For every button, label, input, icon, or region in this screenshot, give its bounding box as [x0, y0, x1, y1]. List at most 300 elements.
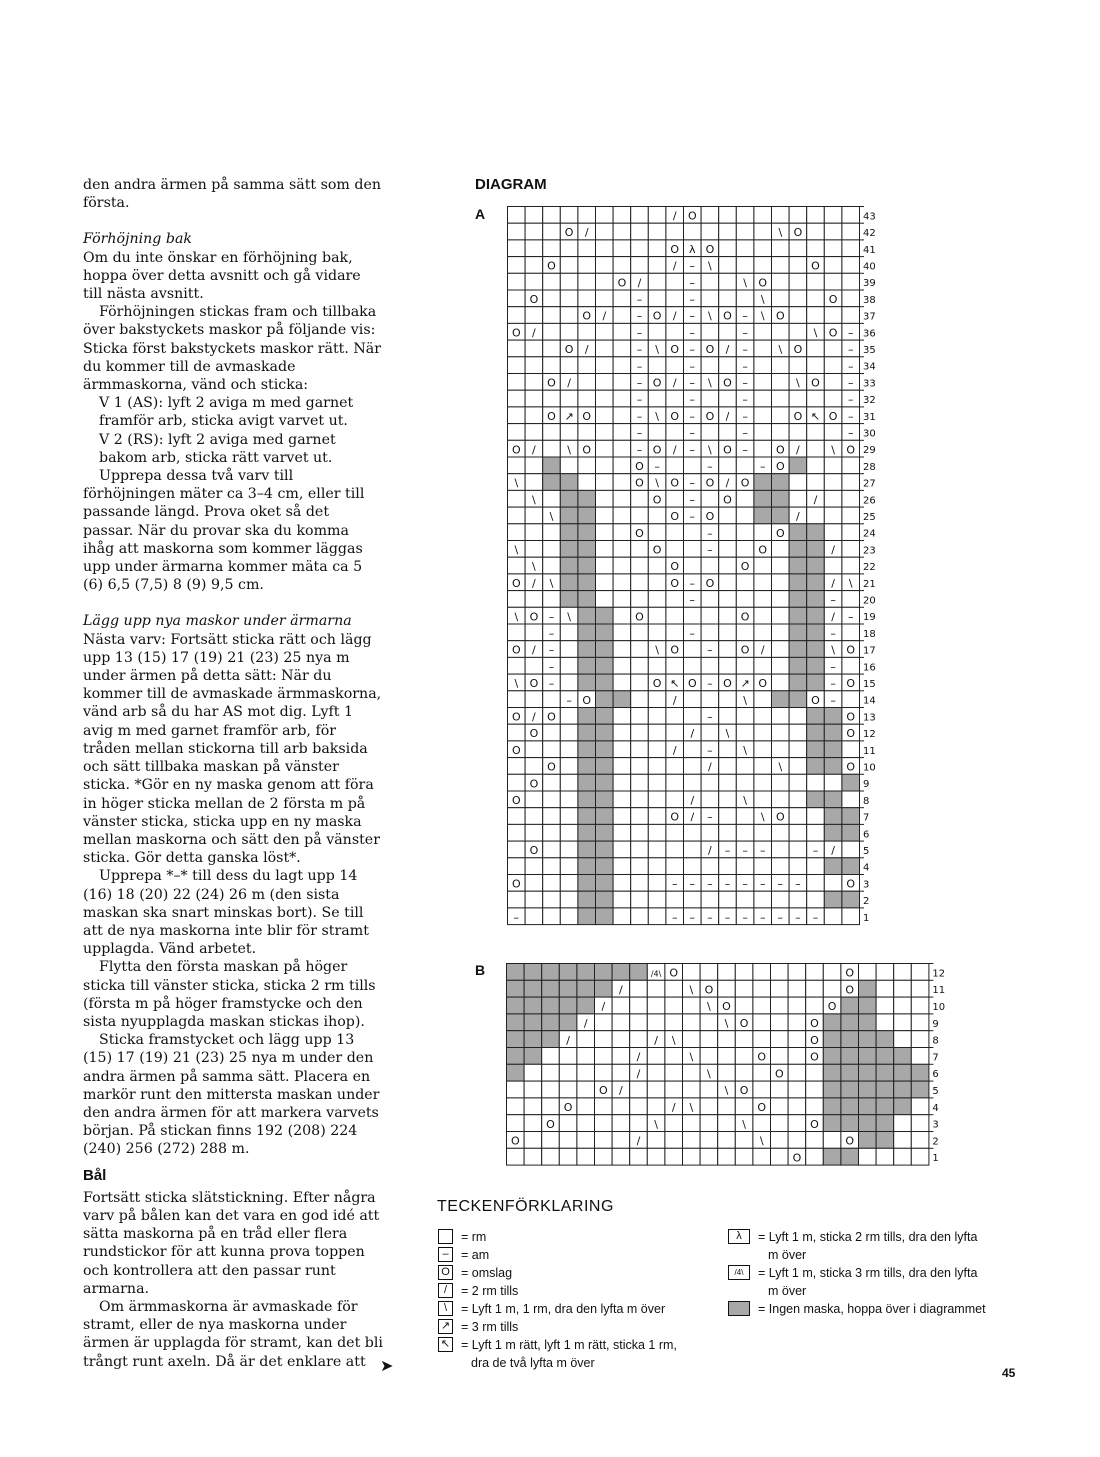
row-number: 23 — [863, 545, 876, 557]
stitch-cell — [613, 574, 631, 591]
no-stitch-cell — [842, 774, 860, 791]
stitch-cell — [824, 357, 842, 374]
stitch-cell — [701, 490, 719, 507]
stitch-cell — [772, 273, 790, 290]
yarn-over-symbol: O — [705, 242, 715, 256]
k2tog-symbol: / — [636, 1050, 641, 1064]
stitch-cell — [806, 980, 824, 997]
stitch-cell — [508, 624, 526, 641]
no-stitch-cell — [577, 997, 595, 1014]
stitch-cell — [665, 1132, 683, 1149]
stitch-cell — [911, 1115, 929, 1132]
stitch-cell — [824, 207, 842, 224]
skp-symbol: \ — [760, 309, 765, 323]
stitch-cell — [613, 323, 631, 340]
stitch-cell — [666, 858, 684, 875]
yarn-over-symbol: O — [757, 1050, 767, 1064]
stitch-cell — [771, 1148, 789, 1165]
stitch-cell — [543, 490, 561, 507]
stitch-cell — [753, 1148, 771, 1165]
k2tog-symbol: / — [672, 209, 677, 223]
stitch-cell — [508, 290, 526, 307]
stitch-cell — [789, 724, 807, 741]
stitch-cell — [508, 758, 526, 775]
no-stitch-cell — [507, 997, 525, 1014]
diagram-label-b: B — [475, 962, 486, 978]
yarn-over-symbol: O — [758, 543, 768, 557]
no-stitch-cell — [876, 1064, 894, 1081]
no-stitch-cell — [841, 1064, 859, 1081]
stitch-cell — [525, 340, 543, 357]
yarn-over-symbol: O — [722, 1000, 731, 1014]
no-stitch-cell — [754, 474, 772, 491]
skp-icon: \ — [438, 1301, 453, 1316]
stitch-cell — [543, 824, 561, 841]
stitch-cell — [789, 240, 807, 257]
skp-symbol: \ — [724, 1084, 729, 1098]
no-stitch-cell — [894, 1048, 912, 1065]
stitch-cell — [719, 524, 737, 541]
skp-symbol: \ — [708, 309, 712, 323]
stitch-cell — [596, 524, 614, 541]
stitch-cell — [753, 1081, 771, 1098]
stitch-cell — [543, 741, 561, 758]
row-number: 10 — [932, 1002, 946, 1014]
stitch-cell — [824, 424, 842, 441]
stitch-cell — [648, 524, 666, 541]
stitch-cell — [648, 791, 666, 808]
stitch-cell — [771, 980, 789, 997]
yarn-over-symbol: O — [547, 760, 556, 774]
stitch-cell — [753, 1064, 771, 1081]
k2tog-symbol: / — [619, 1084, 623, 1098]
stitch-cell — [684, 841, 702, 858]
stitch-cell — [613, 207, 631, 224]
no-stitch-cell — [824, 708, 842, 725]
stitch-cell — [613, 674, 631, 691]
k3tog-icon: ↗ — [438, 1319, 453, 1334]
no-stitch-cell — [507, 964, 525, 981]
stitch-cell — [736, 541, 754, 558]
stitch-cell — [754, 741, 772, 758]
stitch-cell — [666, 758, 684, 775]
sk2p-alt-symbol: ↖ — [670, 677, 680, 691]
purl-symbol: – — [707, 526, 713, 540]
stitch-cell — [525, 390, 543, 407]
stitch-cell — [666, 774, 684, 791]
stitch-cell — [508, 657, 526, 674]
yarn-over-symbol: O — [827, 1000, 837, 1014]
no-stitch-cell — [560, 524, 578, 541]
purl-symbol: – — [707, 710, 713, 724]
no-stitch-cell — [596, 674, 614, 691]
stitch-cell — [612, 1014, 630, 1031]
stitch-cell — [719, 641, 737, 658]
stitch-cell — [771, 1098, 789, 1115]
no-stitch-cell — [859, 1115, 877, 1132]
stitch-cell — [911, 1048, 929, 1065]
yarn-over-symbol: O — [793, 343, 803, 357]
no-stitch-cell — [789, 607, 807, 624]
purl-symbol: – — [830, 660, 836, 674]
no-stitch-cell — [596, 758, 614, 775]
stitch-cell — [631, 507, 649, 524]
stitch-cell — [719, 657, 737, 674]
no-stitch-cell — [578, 908, 596, 925]
yarn-over-symbol: O — [652, 543, 662, 557]
k2tog-symbol: / — [690, 727, 695, 741]
stitch-cell — [772, 374, 790, 391]
stitch-cell — [683, 1115, 701, 1132]
stitch-cell — [736, 223, 754, 240]
stitch-cell — [648, 657, 666, 674]
skp-symbol: \ — [707, 1000, 711, 1014]
k2tog-symbol: / — [725, 409, 730, 423]
no-stitch-cell — [859, 1132, 877, 1149]
no-stitch-cell — [578, 758, 596, 775]
no-stitch-cell — [542, 980, 560, 997]
no-stitch-cell — [560, 541, 578, 558]
no-stitch-cell — [842, 824, 860, 841]
stitch-cell — [807, 440, 825, 457]
stitch-cell — [842, 273, 860, 290]
k2tog-symbol: / — [671, 1101, 676, 1115]
legend-text — [758, 1228, 977, 1264]
stitch-cell — [683, 1014, 701, 1031]
yarn-over-symbol: O — [811, 693, 820, 707]
no-stitch-cell — [578, 657, 596, 674]
yarn-over-symbol: O — [670, 576, 680, 590]
stitch-cell — [772, 591, 790, 608]
legend-text: = 2 rm tills — [461, 1284, 519, 1298]
yarn-over-symbol: O — [582, 443, 592, 457]
row-number: 39 — [863, 278, 876, 290]
stitch-cell — [613, 791, 631, 808]
yarn-over-symbol: O — [810, 1050, 819, 1064]
k2tog-symbol: / — [637, 276, 642, 290]
stitch-cell — [683, 964, 701, 981]
purl-symbol: – — [671, 877, 678, 891]
k2tog-icon: / — [438, 1283, 453, 1298]
purl-symbol: – — [689, 376, 696, 390]
no-stitch-cell — [807, 758, 825, 775]
stitch-cell — [631, 574, 649, 591]
stitch-cell — [807, 207, 825, 224]
stitch-cell — [806, 964, 824, 981]
yarn-over-symbol: O — [529, 844, 539, 858]
no-stitch-cell — [772, 507, 790, 524]
no-stitch-cell — [578, 724, 596, 741]
skp-symbol: \ — [549, 510, 554, 524]
stitch-cell — [613, 290, 631, 307]
stitch-cell — [718, 1031, 736, 1048]
no-stitch-cell — [894, 1064, 912, 1081]
stitch-cell — [772, 741, 790, 758]
stitch-cell — [719, 774, 737, 791]
no-stitch-cell — [876, 1115, 894, 1132]
stitch-cell — [772, 624, 790, 641]
stitch-cell — [578, 273, 596, 290]
stitch-cell — [543, 591, 561, 608]
stitch-cell — [735, 1048, 753, 1065]
stitch-cell — [788, 997, 806, 1014]
stitch-cell — [525, 541, 543, 558]
yarn-over-symbol: O — [582, 693, 592, 707]
purl-symbol: – — [724, 877, 731, 891]
stitch-cell — [788, 1132, 806, 1149]
stitch-cell — [772, 708, 790, 725]
row-number: 15 — [863, 678, 876, 690]
stitch-cell — [647, 1148, 665, 1165]
yarn-over-symbol: O — [546, 1117, 555, 1131]
stitch-cell — [613, 724, 631, 741]
no-stitch-cell — [823, 1081, 841, 1098]
k2tog-symbol: / — [813, 493, 818, 507]
legend-left — [438, 1228, 718, 1372]
purl-symbol: – — [636, 343, 643, 357]
stitch-cell — [559, 1064, 577, 1081]
stitch-cell — [701, 858, 719, 875]
stitch-cell — [613, 607, 631, 624]
stitch-cell — [700, 1031, 718, 1048]
k2tog-symbol: / — [636, 1134, 641, 1148]
stitch-cell — [560, 858, 578, 875]
yarn-over-symbol: O — [739, 1084, 749, 1098]
row-number: 13 — [863, 712, 876, 724]
yarn-over-symbol: O — [846, 643, 856, 657]
stitch-cell — [911, 964, 929, 981]
yarn-over-symbol: O — [511, 643, 521, 657]
yarn-over-symbol: O — [511, 443, 521, 457]
k2tog-symbol: / — [831, 844, 835, 858]
purl-symbol: – — [689, 409, 696, 423]
stitch-cell — [596, 240, 614, 257]
purl-symbol: – — [689, 593, 696, 607]
skp-symbol: \ — [567, 610, 571, 624]
stitch-cell — [823, 1132, 841, 1149]
stitch-cell — [648, 357, 666, 374]
stitch-cell — [719, 891, 737, 908]
stitch-cell — [648, 908, 666, 925]
stitch-cell — [754, 407, 772, 424]
stitch-cell — [559, 1048, 577, 1065]
no-stitch-cell — [596, 875, 614, 892]
stitch-cell — [577, 1132, 595, 1149]
no-stitch-cell — [859, 1081, 877, 1098]
k2tog-symbol: / — [532, 326, 536, 340]
stitch-cell — [842, 791, 860, 808]
stitch-cell — [842, 524, 860, 541]
stitch-cell — [524, 1081, 542, 1098]
stitch-cell — [701, 424, 719, 441]
stitch-cell — [684, 741, 702, 758]
no-stitch-cell — [578, 524, 596, 541]
k2tog-symbol: / — [760, 643, 765, 657]
purl-symbol: – — [742, 359, 748, 373]
stitch-cell — [894, 1115, 912, 1132]
no-stitch-cell — [578, 490, 596, 507]
no-stitch-cell — [824, 724, 842, 741]
stitch-cell — [612, 1148, 630, 1165]
knitting-chart-b — [506, 963, 956, 1167]
no-stitch-cell — [524, 964, 542, 981]
row-number: 25 — [863, 511, 876, 523]
stitch-cell — [807, 474, 825, 491]
no-stitch-cell — [789, 674, 807, 691]
purl-symbol: – — [830, 677, 836, 691]
k2tog-symbol: / — [532, 443, 536, 457]
skp-symbol: \ — [514, 543, 519, 557]
legend-item-k2tog — [438, 1282, 718, 1300]
stitch-cell — [665, 997, 683, 1014]
no-stitch-cell — [754, 507, 772, 524]
purl-symbol: – — [636, 443, 643, 457]
stitch-cell — [842, 557, 860, 574]
legend-text-line2: dra de två lyfta m över — [471, 1356, 595, 1370]
stitch-cell — [894, 980, 912, 997]
k2tog-symbol: / — [672, 693, 677, 707]
stitch-cell — [701, 223, 719, 240]
stitch-cell — [631, 875, 649, 892]
lambda-icon: λ — [728, 1229, 750, 1244]
stitch-cell — [613, 591, 631, 608]
stitch-cell — [560, 774, 578, 791]
no-stitch-cell — [542, 997, 560, 1014]
stitch-cell — [507, 1098, 525, 1115]
row-number: 12 — [863, 729, 876, 741]
skp-symbol: \ — [707, 1067, 711, 1081]
stitch-cell — [700, 1081, 718, 1098]
no-stitch-cell — [789, 591, 807, 608]
skp-symbol: \ — [708, 376, 712, 390]
no-stitch-cell — [578, 791, 596, 808]
no-stitch-cell — [542, 964, 560, 981]
stitch-cell — [772, 290, 790, 307]
row-number: 43 — [863, 211, 876, 223]
stitch-cell — [525, 357, 543, 374]
stitch-cell — [666, 841, 684, 858]
knitting-chart-a — [507, 206, 887, 928]
row-number: 34 — [863, 361, 876, 373]
no-stitch-cell — [524, 1031, 542, 1048]
stitch-cell — [736, 591, 754, 608]
stitch-cell — [771, 1081, 789, 1098]
stitch-cell — [842, 307, 860, 324]
no-stitch-cell — [823, 1064, 841, 1081]
stitch-cell — [719, 507, 737, 524]
stitch-cell — [806, 1098, 824, 1115]
stitch-cell — [596, 290, 614, 307]
stitch-cell — [665, 1081, 683, 1098]
no-stitch-cell — [876, 1098, 894, 1115]
stitch-cell — [700, 1048, 718, 1065]
row-number: 40 — [863, 261, 876, 273]
stitch-cell — [772, 557, 790, 574]
no-stitch-cell — [807, 541, 825, 558]
stitch-cell — [754, 357, 772, 374]
stitch-cell — [789, 791, 807, 808]
stitch-cell — [613, 507, 631, 524]
yarn-over-symbol: O — [670, 643, 680, 657]
yarn-over-symbol: O — [811, 376, 820, 390]
yarn-over-symbol: O — [705, 510, 715, 524]
purl-symbol: – — [742, 910, 748, 924]
stitch-cell — [613, 624, 631, 641]
stitch-cell — [754, 440, 772, 457]
row-number: 24 — [863, 528, 876, 540]
stitch-cell — [596, 507, 614, 524]
purl-symbol: – — [707, 910, 713, 924]
skp-symbol: \ — [831, 643, 835, 657]
legend-text: = omslag — [461, 1266, 513, 1280]
purl-symbol: – — [689, 359, 696, 373]
no-stitch-cell — [578, 741, 596, 758]
paragraph: Om ärmmaskorna är avmaskade för stramt, eller de nya maskorna under ärmen är upplagda för stramt, kan det bli trångt runt axeln. Då är det enklare att — [83, 1298, 383, 1370]
no-stitch-cell — [876, 1081, 894, 1098]
stitch-cell — [613, 340, 631, 357]
stitch-cell — [700, 964, 718, 981]
skp-symbol: \ — [689, 983, 694, 997]
stitch-cell — [648, 824, 666, 841]
stitch-cell — [525, 457, 543, 474]
legend-text-line2: m över — [768, 1248, 807, 1262]
yarn-over-symbol: O — [635, 610, 644, 624]
stitch-cell — [560, 290, 578, 307]
stitch-cell — [736, 290, 754, 307]
stitch-cell — [824, 774, 842, 791]
section-title-forhojning: Förhöjning bak — [83, 231, 193, 248]
yarn-over-symbol: O — [652, 309, 662, 323]
purl-symbol: – — [548, 643, 555, 657]
paragraph: Sticka framstycket och lägg upp 13 (15) 17 (19) 21 (23) 25 nya m under den andra ärmen på samma sätt. Placera en markör runt den mittersta maskan under den andra ärmen för att markera varvets början. På stickan finns 192 (208) 224 (240) 256 (272) 288 m. — [83, 1032, 380, 1158]
stitch-cell — [754, 791, 772, 808]
stitch-cell — [648, 758, 666, 775]
stitch-cell — [789, 891, 807, 908]
k2tog-symbol: / — [725, 476, 730, 490]
stitch-cell — [754, 207, 772, 224]
stitch-cell — [700, 1148, 718, 1165]
no-stitch-cell — [823, 1031, 841, 1048]
k2tog-symbol: / — [672, 443, 677, 457]
yarn-over-symbol: O — [635, 526, 644, 540]
yarn-over-symbol: O — [687, 209, 697, 223]
yarn-over-symbol: O — [705, 576, 715, 590]
legend-item-sk2p-lambda — [728, 1228, 1018, 1264]
stitch-cell — [719, 574, 737, 591]
no-stitch-cell — [911, 1081, 929, 1098]
stitch-cell — [684, 824, 702, 841]
purl-symbol: – — [707, 743, 713, 757]
purl-symbol: – — [742, 426, 748, 440]
stitch-cell — [631, 557, 649, 574]
stitch-cell — [525, 591, 543, 608]
stitch-cell — [754, 774, 772, 791]
no-stitch-cell — [560, 557, 578, 574]
row-number: 5 — [863, 845, 870, 857]
stitch-cell — [701, 691, 719, 708]
no-stitch-cell — [578, 841, 596, 858]
stitch-cell — [560, 724, 578, 741]
no-stitch-cell — [596, 774, 614, 791]
stitch-cell — [684, 708, 702, 725]
no-stitch-cell — [595, 964, 613, 981]
stitch-cell — [508, 858, 526, 875]
stitch-cell — [525, 524, 543, 541]
stitch-cell — [754, 607, 772, 624]
row-number: 3 — [932, 1119, 939, 1131]
no-stitch-cell — [841, 1115, 859, 1132]
stitch-cell — [772, 674, 790, 691]
